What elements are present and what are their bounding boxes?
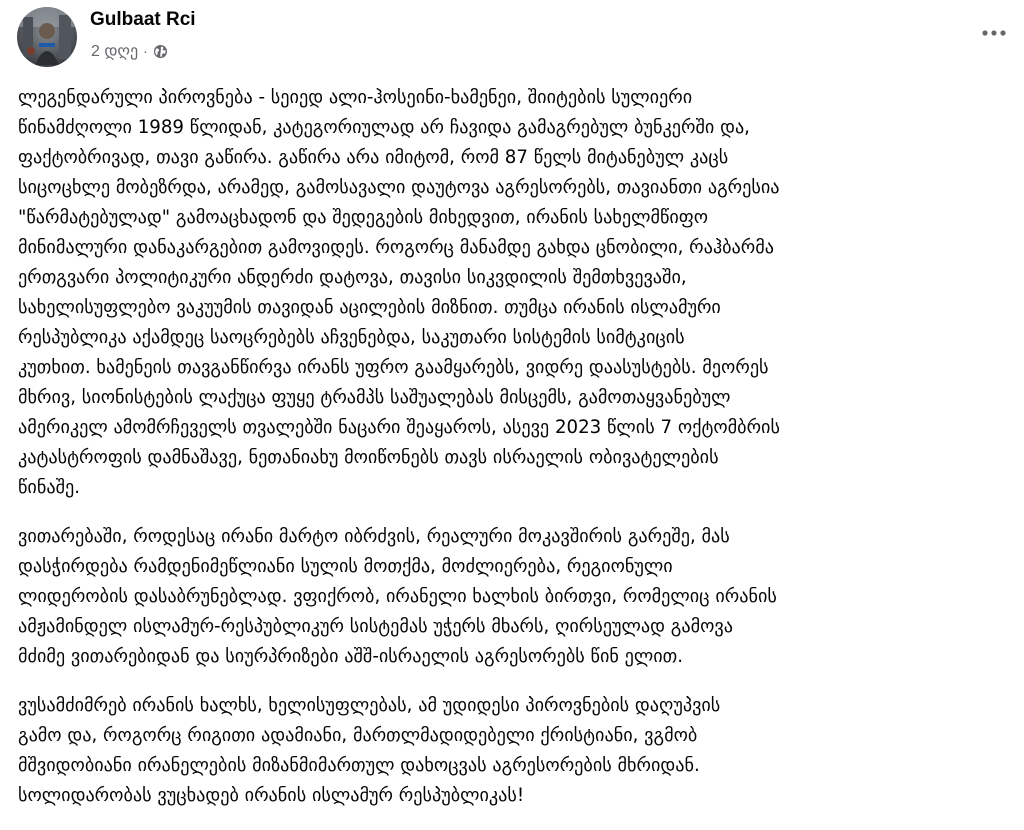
post-paragraph: ვუსამძიმრებ ირანის ხალხს, ხელისუფლებას, ამ უდიდესი პიროვნების დაღუპვის გამო და, როგორც რიგითი ადამიანი, მართლმადიდებელი ქრისტიანი, ვგმობ მშვიდობიანი ირანელების მიზანმიმართულ დახოცვას აგრესორების მხრიდან. სოლიდარობას ვუცხადებ ირანის ისლამურ რესპუბლიკას! [18, 695, 721, 806]
post-paragraph: ვითარებაში, როდესაც ირანი მარტო იბრძვის, რეალური მოკავშირის გარეშე, მას დასჭირდება რამდენიმეწლიანი სულის მოთქმა, მოძლიერება, რეგიონული ლიდერობის დასაბრუნებლად. ვფიქრობ, ირანელი ხალხის ბირთვი, რომელიც ირანის ამჟამინდელ ისლამურ-რესპუბლიკურ სისტემას უჭერს მხარს, ღირსეულად გამოვა მძიმე ვითარებიდან და სიურპრიზები აშშ-ისრაელის აგრესორებს წინ ელით. [18, 526, 777, 667]
post-time[interactable]: 2 დღე [91, 43, 139, 60]
more-options-button[interactable] [978, 21, 1010, 45]
post-meta [91, 41, 168, 61]
meta-separator: · [143, 43, 148, 59]
post-body [18, 83, 1010, 830]
post-header [15, 5, 1010, 69]
author-name[interactable]: Gulbaat Rci [90, 9, 196, 30]
post-paragraph: ლეგენდარული პიროვნება - სეიედ ალი-ჰოსეინი-ხამენეი, შიიტების სულიერი წინამძღოლი 1989 წლიდან, კატეგორიულად არ ჩავიდა გამაგრებულ ბუნკერში და, ფაქტობრივად, თავი გაწირა. გაწირა არა იმიტომ, რომ 87 წელს მიტანებულ კაცს სიცოცხლე მობეზრდა, არამედ, გამოსავალი დაუტოვა აგრესორებს, თავიანთი აგრესია "წარმატებულად" გამოაცხადონ და შედეგების მიხედვით, ირანის სახელმწიფო მინიმალური დანაკარგებით გამოვიდეს. როგორც მანამდე გახდა ცნობილი, რაჰბარმა ერთგვარი პოლიტიკური ანდერძი დატოვა, თავისი სიკვდილის შემთხვევაში, სახელისუფლებო ვაკუუმის თავიდან აცილების მიზნით. თუმცა ირანის ისლამური რესპუბლიკა აქამდეც საოცრებებს აჩვენებდა, საკუთარი სისტემის სიმტკიცის კუთხით. ხამენეის თავგანწირვა ირანს უფრო გაამყარებს, ვიდრე დაასუსტებს. მეორეს მხრივ, სიონისტების ლაქუცა ფუყე ტრამპს საშუალებას მისცემს, გამოთაყვანებულ ამერიკელ ამომრჩეველს თვალებში ნაცარი შეაყაროს, ასევე 2023 წლის 7 ოქტომბრის კატასტროფის დამნაშავე, ნეთანიახუ მოიწონებს თავს ისრაელის ობივატელების წინაშე. [18, 87, 780, 498]
more-horizontal-icon [980, 29, 1008, 37]
avatar-photo [17, 7, 77, 67]
globe-icon[interactable] [153, 44, 168, 59]
avatar[interactable] [17, 7, 77, 67]
